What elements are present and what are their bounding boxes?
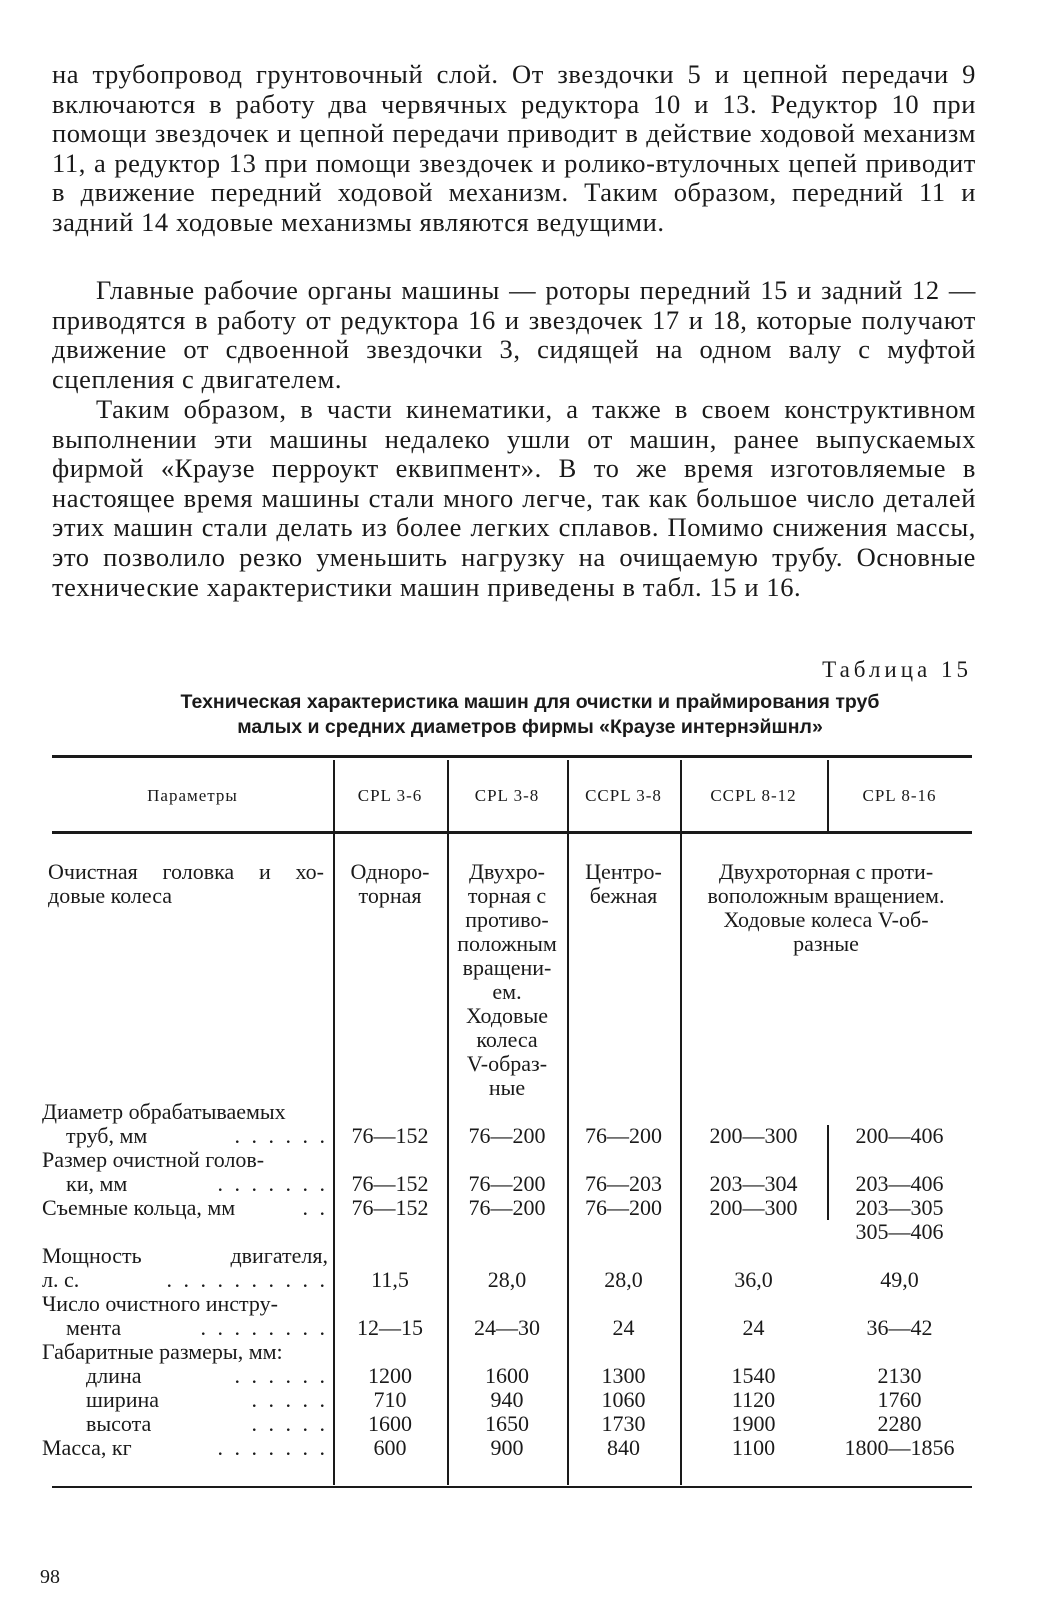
row-name-dims-title: Габаритные размеры, мм:: [42, 1339, 283, 1364]
leader-dots: . . . . . . . . . .: [166, 1267, 328, 1292]
cell-width-cpl-8-16: 1760: [877, 1387, 922, 1412]
header-ccpl-3-8: CCPL 3-8: [585, 786, 662, 805]
cell-line: разные: [793, 931, 859, 956]
cell-headsize-ccpl-8-12: 203—304: [709, 1171, 798, 1196]
row-name-text: труб, мм: [66, 1123, 148, 1148]
leader-dots: . . . . .: [251, 1411, 328, 1436]
row-name-cleaning-head: [48, 860, 324, 908]
header-cpl-8-16: CPL 8-16: [862, 786, 937, 805]
paragraph-3: Таким образом, в части кинематики, а также в своем конструктивном выполнении эти машины недалеко ушли от машин, ранее выпускаемых фирмой «Краузе перроукт еквипмент». В то же время изготовляемые в настоящее время машины стали много легче, так как большое число деталей этих машин стали делать из более легких сплавов. Помимо снижения массы, это позволило резко уменьшить нагрузку на очищаемую трубу. Основные технические характеристики машин приведены в табл. 15 и 16.: [52, 394, 976, 602]
cell-rings-cpl-3-8: 76—200: [468, 1195, 546, 1220]
cell-power-ccpl-3-8: 28,0: [604, 1267, 643, 1292]
cell-line: колеса: [476, 1027, 538, 1052]
cell-line: положным: [457, 931, 557, 956]
row-name-line: Число очистного инстру-: [42, 1291, 278, 1316]
cell-headsize-cpl-3-8: 76—200: [468, 1171, 546, 1196]
cell-diameter-cpl-3-6: 76—152: [351, 1123, 429, 1148]
cell-headsize-cpl-3-6: 76—152: [351, 1171, 429, 1196]
cell-height-cpl-3-8: 1650: [485, 1411, 529, 1436]
row-name-line: Диаметр обрабатываемых: [42, 1099, 286, 1124]
row-name-text: Съемные кольца, мм: [42, 1195, 236, 1220]
row-name-text: мента: [66, 1315, 122, 1340]
cell-line: 305—406: [855, 1219, 944, 1244]
cell-diameter-ccpl-3-8: 76—200: [585, 1123, 662, 1148]
row-name-width: [42, 1388, 328, 1412]
header-cpl-3-8: CPL 3-8: [474, 786, 540, 805]
cell-line: бежная: [589, 883, 658, 908]
row-name-line: [42, 1172, 328, 1196]
leader-dots: . . . . . .: [234, 1363, 328, 1388]
cell-length-ccpl-3-8: 1300: [601, 1363, 646, 1388]
leader-dots: . . . . . . . .: [200, 1315, 328, 1340]
row-name-text: ки, мм: [66, 1171, 128, 1196]
row-name-line: [42, 1196, 328, 1220]
row-name-diameter: [42, 1100, 328, 1148]
leader-dots: . . . . . . .: [217, 1435, 328, 1460]
cell-rings-ccpl-3-8: 76—200: [585, 1195, 662, 1220]
row-name-rings: [42, 1196, 328, 1220]
cell-length-cpl-3-6: 1200: [368, 1363, 412, 1388]
table-caption-line-2: малых и средних диаметров фирмы «Краузе интернэйшнл»: [237, 716, 823, 738]
cell-line: торная с: [467, 883, 547, 908]
cell-line: противо-: [465, 907, 549, 932]
table-label: Таблица 15: [822, 657, 972, 682]
cell-tools-ccpl-8-12: 24: [742, 1315, 765, 1340]
row-name-line: Размер очистной голов-: [42, 1147, 265, 1172]
cell-line: V-образ-: [466, 1051, 548, 1076]
cell-mass-cpl-3-6: 600: [373, 1435, 407, 1460]
row-name-height: [42, 1412, 328, 1436]
cell-head-cpl-3-8: [447, 860, 567, 1100]
cell-tools-cpl-3-8: 24—30: [474, 1315, 540, 1340]
cell-mass-ccpl-3-8: 840: [607, 1435, 640, 1460]
row-name-mass: [42, 1436, 328, 1460]
leader-dots: . . . . .: [251, 1387, 328, 1412]
header-params: Параметры: [147, 786, 238, 805]
cell-length-cpl-8-16: 2130: [877, 1363, 922, 1388]
cell-diameter-cpl-3-8: 76—200: [468, 1123, 546, 1148]
cell-line: вращени-: [462, 955, 552, 980]
row-name-power: [42, 1244, 328, 1292]
cell-rings-ccpl-8-12: 200—300: [709, 1195, 798, 1220]
row-name-text: л. с.: [42, 1267, 80, 1292]
row-name-line: [42, 1268, 328, 1292]
cell-head-ccpl-8-12-cpl-8-16: [684, 860, 968, 956]
table-caption-line-1: Техническая характеристика машин для очистки и праймирования труб: [180, 691, 880, 713]
cell-line: Центро-: [585, 859, 662, 884]
row-name-text: ширина: [86, 1387, 160, 1412]
cell-power-cpl-3-6: 11,5: [371, 1267, 409, 1292]
leader-dots: . .: [302, 1195, 328, 1220]
row-name-line: [42, 1316, 328, 1340]
page-number: 98: [40, 1566, 60, 1588]
paragraph-2: Главные рабочие органы машины — роторы передний 15 и задний 12 — приводятся в работу от редуктора 16 и звездочек 17 и 18, которые получают движение от сдвоенной звездочки 3, сидящей на одном валу с муфтой сцепления с двигателем.: [52, 275, 976, 394]
row-name-line: [42, 1124, 328, 1148]
cell-head-cpl-3-6: [333, 860, 447, 908]
cell-length-cpl-3-8: 1600: [485, 1363, 529, 1388]
cell-length-ccpl-8-12: 1540: [731, 1363, 776, 1388]
cell-tools-cpl-3-6: 12—15: [357, 1315, 423, 1340]
cell-line: Ходовые: [466, 1003, 548, 1028]
cell-height-ccpl-3-8: 1730: [601, 1411, 646, 1436]
paragraph-1: на трубопровод грунтовочный слой. От звездочки 5 и цепной передачи 9 включаются в работу два червячных редуктора 10 и 13. Редуктор 10 при помощи звездочек и цепной передачи приводит в действие ходовой механизм 11, а редуктор 13 при помощи звездочек и ролико-втулочных цепей приводит в движение передний ходовой механизм. Таким образом, передний 11 и задний 14 ходовые механизмы являются ведущими.: [52, 59, 976, 237]
cell-line: ем.: [492, 979, 522, 1004]
cell-width-ccpl-3-8: 1060: [601, 1387, 646, 1412]
row-name-tools: [42, 1292, 328, 1340]
row-name-text: Масса, кг: [42, 1435, 132, 1460]
cell-width-cpl-3-8: 940: [490, 1387, 524, 1412]
cell-diameter-cpl-8-16: 200—406: [855, 1123, 944, 1148]
leader-dots: . . . . . .: [234, 1123, 328, 1148]
cell-line: Двухроторная с проти-: [718, 859, 934, 884]
table-header-rule: [52, 831, 972, 834]
cell-headsize-ccpl-3-8: 76—203: [585, 1171, 662, 1196]
cell-power-cpl-3-8: 28,0: [487, 1267, 527, 1292]
cell-line: Двухро-: [469, 859, 545, 884]
row-name-length: [42, 1364, 328, 1388]
header-cpl-3-6: CPL 3-6: [357, 786, 423, 805]
cell-head-ccpl-3-8: [567, 860, 680, 908]
cell-line: воположным вращением.: [707, 883, 945, 908]
cell-tools-ccpl-3-8: 24: [612, 1315, 635, 1340]
cell-line: 203—305: [855, 1195, 944, 1220]
cell-rings-cpl-8-16: [827, 1196, 972, 1244]
cell-line: Ходовые колеса V-об-: [723, 907, 929, 932]
cell-diameter-ccpl-8-12: 200—300: [709, 1123, 798, 1148]
cell-line: торная: [358, 883, 422, 908]
table-bottom-rule: [52, 1486, 972, 1488]
cell-mass-ccpl-8-12: 1100: [731, 1435, 776, 1460]
row-name-line: Очистная головка и хо-: [48, 859, 324, 884]
row-name-head-size: [42, 1148, 328, 1196]
leader-dots: . . . . . . .: [217, 1171, 328, 1196]
cell-height-cpl-8-16: 2280: [877, 1411, 922, 1436]
cell-width-ccpl-8-12: 1120: [731, 1387, 776, 1412]
cell-power-cpl-8-16: 49,0: [880, 1267, 919, 1292]
header-ccpl-8-12: CCPL 8-12: [710, 786, 797, 805]
cell-width-cpl-3-6: 710: [373, 1387, 407, 1412]
cell-power-ccpl-8-12: 36,0: [734, 1267, 773, 1292]
row-name-text: высота: [86, 1411, 152, 1436]
cell-headsize-cpl-8-16: 203—406: [855, 1171, 944, 1196]
cell-rings-cpl-3-6: 76—152: [351, 1195, 429, 1220]
cell-height-cpl-3-6: 1600: [368, 1411, 412, 1436]
row-name-text: длина: [86, 1363, 142, 1388]
table-top-rule: [52, 755, 972, 758]
cell-line: ные: [488, 1075, 526, 1100]
cell-mass-cpl-8-16: 1800—1856: [844, 1435, 955, 1460]
row-name-line: довые колеса: [48, 883, 172, 908]
table-caption: [100, 690, 960, 740]
row-name-line: Мощность двигателя,: [42, 1243, 328, 1268]
cell-tools-cpl-8-16: 36—42: [866, 1315, 933, 1340]
cell-line: Одноро-: [350, 859, 430, 884]
cell-height-ccpl-8-12: 1900: [731, 1411, 776, 1436]
cell-mass-cpl-3-8: 900: [490, 1435, 524, 1460]
